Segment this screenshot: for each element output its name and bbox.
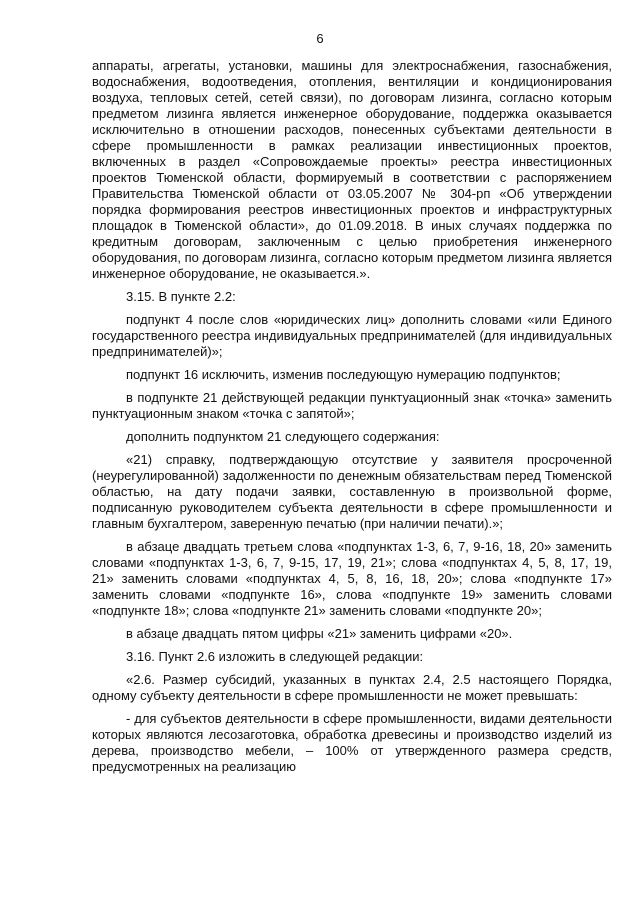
document-body [92,58,612,782]
paragraph-add-subitem-21: дополнить подпунктом 21 следующего содержания: [126,429,440,444]
paragraph-subitem-4: подпункт 4 после слов «юридических лиц» дополнить словами «или Единого государственного реестра индивидуальных предпринимателей (для индивидуальных предпринимателей)»; [92,312,612,359]
paragraph-continuation: аппараты, агрегаты, установки, машины для электроснабжения, газоснабжения, водоснабжения, водоотведения, отопления, вентиляции и кондиционирования воздуха, тепловых сетей, сетей связи), по договорам лизинга, согласно которым предметом лизинга является инженерное оборудование, поддержка оказывается исключительно в отношении расходов, понесенных субъектами деятельности в сфере промышленности в рамках реализации инвестиционных проектов, включенных в раздел «Сопровождаемые проекты» реестра инвестиционных проектов Тюменской области, формируемый в соответствии с распоряжением Правительства Тюменской области от 03.05.2007 № 304-рп «Об утверждении порядка формирования реестров инвестиционных проектов и инфраструктурных площадок в Тюменской области», до 01.09.2018. В иных случаях поддержка по кредитным договорам, заключенным с целью приобретения инженерного оборудования, по договорам лизинга, согласно которым предметом лизинга является инженерное оборудование, не оказывается.». [92,58,612,281]
paragraph-2-6-text: «2.6. Размер субсидий, указанных в пунктах 2.4, 2.5 настоящего Порядка, одному субъекту деятельности в сфере промышленности не может превышать: [92,672,612,703]
paragraph-3-16-heading: 3.16. Пункт 2.6 изложить в следующей редакции: [126,649,424,664]
paragraph-3-15-heading: 3.15. В пункте 2.2: [126,289,236,304]
page-number: 6 [316,31,324,46]
paragraph-subitem-21-text: «21) справку, подтверждающую отсутствие у заявителя просроченной (неурегулированной) задолженности по денежным обязательствам перед Тюменской областью, на дату подачи заявки, составленную в произвольной форме, подписанную руководителем субъекта деятельности в сфере промышленности и главным бухгалтером, заверенную печатью (при наличии печати).»; [92,452,612,531]
paragraph-subitem-16: подпункт 16 исключить, изменив последующую нумерацию подпунктов; [126,367,561,382]
paragraph-list-item-forestry: - для субъектов деятельности в сфере промышленности, видами деятельности которых являются лесозаготовка, обработка древесины и производство изделий из дерева, производство мебели, – 100% от утвержденного размера средств, предусмотренных на реализацию [92,711,612,774]
paragraph-subitem-21-punctuation: в подпункте 21 действующей редакции пунктуационный знак «точка» заменить пунктуационным знаком «точка с запятой»; [92,390,612,421]
paragraph-abzac-25: в абзаце двадцать пятом цифры «21» заменить цифрами «20». [126,626,513,641]
paragraph-abzac-23: в абзаце двадцать третьем слова «подпунктах 1-3, 6, 7, 9-16, 18, 20» заменить словами «подпунктах 1-3, 6, 7, 9-15, 17, 19, 21»; слова «подпунктах 4, 5, 8, 17, 19, 21» заменить словами «подпунктах 4, 5, 8, 16, 18, 20»; слова «подпункте 17» заменить словами «подпункте 16», слова «подпункте 19» заменить словами «подпункте 18»; слова «подпункте 21» заменить словами «подпункте 20»; [92,539,612,618]
